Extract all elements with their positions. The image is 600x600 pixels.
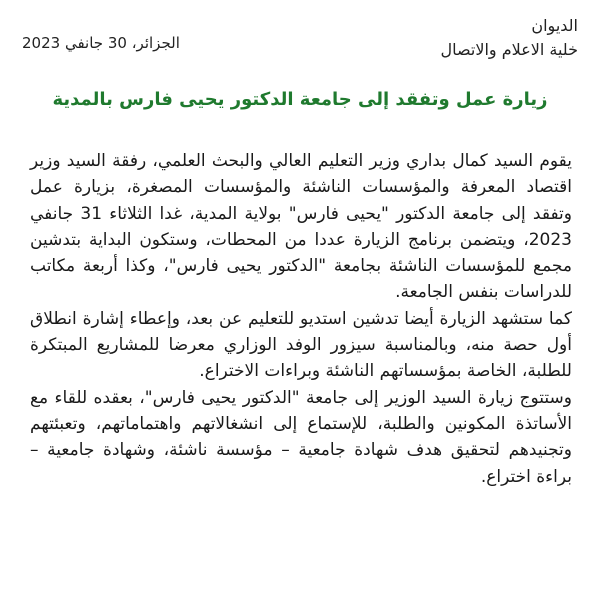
document-title: زيارة عمل وتفقد إلى جامعة الدكتور يحيى فارس بالمدية [52, 89, 548, 110]
issuing-office [441, 14, 578, 62]
document-body [30, 148, 572, 490]
dateline: الجزائر، 30 جانفي 2023 [22, 34, 180, 52]
body-paragraph-2: كما ستشهد الزيارة أيضا تدشين استديو للتعليم عن بعد، وإعطاء إشارة انطلاق أول حصة منه، وبالمناسبة سيزور الوفد الوزاري معرضا للمشاريع المبتكرة للطلبة، الخاصة بمؤسساتهم الناشئة وبراءات الاختراع. [30, 308, 572, 382]
body-paragraph-1: يقوم السيد كمال بداري وزير التعليم العالي والبحث العلمي، رفقة السيد وزير اقتصاد المعرفة والمؤسسات الناشئة والمؤسسات المصغرة، بزيارة عمل وتفقد إلى جامعة الدكتور "يحيى فارس" بولاية المدية، غدا الثلاثاء 31 جانفي 2023، ويتضمن برنامج الزيارة عددا من المحطات، وستكون البداية بتدشين مجمع للمؤسسات الناشئة بجامعة "الدكتور يحيى فارس"، وكذا أربعة مكاتب للدراسات بنفس الجامعة. [30, 151, 572, 303]
body-paragraph-3: وستتوج زيارة السيد الوزير إلى جامعة "الدكتور يحيى فارس"، بعقده للقاء مع الأساتذة المكونين والطلبة، للإستماع إلى انشغالاتهم واهتماماتهم، وتعبئتهم وتجنيدهم لتحقيق هدف شهادة جامعية – مؤسسة ناشئة، وشهادة جامعية – براءة اختراع. [30, 387, 572, 487]
office-unit: خلية الاعلام والاتصال [440, 40, 578, 59]
document-header [22, 14, 578, 74]
office-name: الديوان [531, 16, 578, 35]
